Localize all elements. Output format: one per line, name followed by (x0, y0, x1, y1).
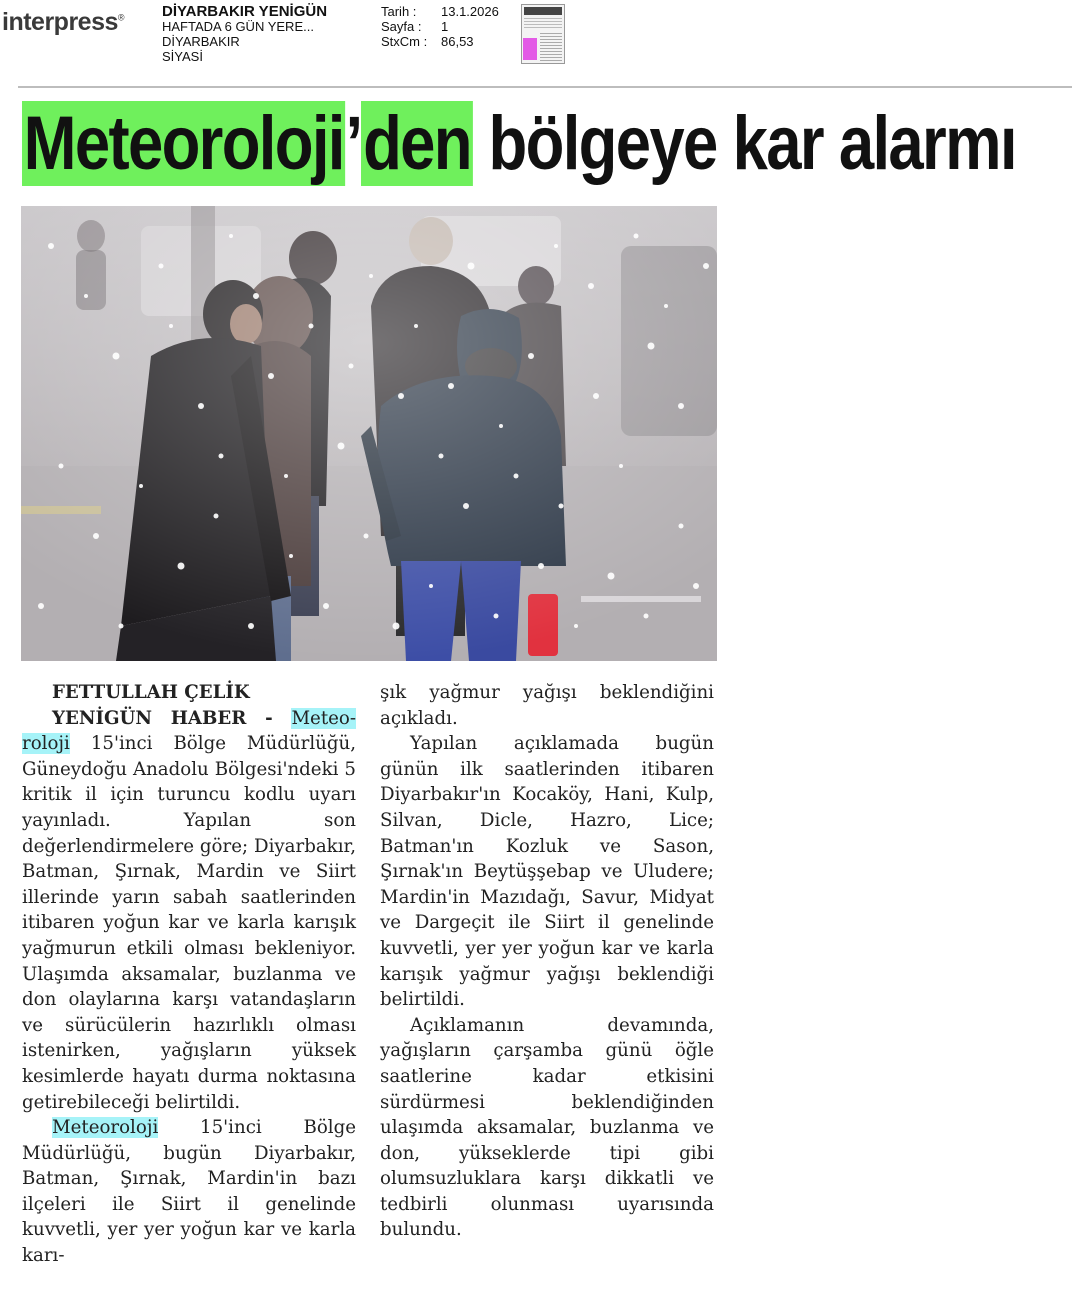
meta-value: 86,53 (441, 34, 474, 49)
logo: interpress® (2, 8, 125, 36)
page-thumbnail[interactable] (521, 4, 565, 64)
publication-category: SİYASİ (162, 49, 203, 64)
meta-value: 13.1.2026 (441, 4, 499, 19)
clipping-meta (381, 4, 499, 49)
meta-page (381, 19, 499, 34)
thumbnail-text (524, 18, 562, 30)
thumbnail-text (540, 33, 562, 61)
article-column-2 (380, 680, 714, 1243)
meta-label: Sayfa : (381, 19, 422, 34)
byline-author: FETTULLAH ÇELİK (52, 682, 250, 703)
thumbnail-highlight (523, 38, 537, 60)
keyword-highlight: Meteoroloji (52, 1117, 159, 1139)
publication-frequency: HAFTADA 6 GÜN YERE... (162, 19, 314, 34)
keyword-highlight: Meteo- (291, 707, 356, 729)
headline-rest: bölgeye kar alarmı (472, 101, 1016, 186)
article-paragraph: Açıklamanın devamında, yağışların çarşamba günü öğle saatlerine kadar etkisini sürdürmesi beklendiğinden ulaşımda aksamalar, buzlanma ve don, yükseklerde tipi gibi olumsuzluklara karşı dikkatli ve tedbirli olunması uyarısında bulundu. (380, 1014, 714, 1241)
headline-highlight: Meteoroloji (23, 101, 344, 186)
article-headline (22, 100, 1016, 188)
publication-city: DİYARBAKIR (162, 34, 240, 49)
article-paragraph: Yapılan açıklamada bugün günün ilk saatlerinden itibaren Diyarbakır'ın Kocaköy, Hani, Kulp, Silvan, Dicle, Hazro, Lice; Batman'ın Kozluk ve Sason, Şırnak'ın Beytüşşebap ve Uludere; Mardin'in Mazıdağı, Savur, Midyat ve Dargeçit ile Siirt il genelinde kuvvetli, yer yer yoğun kar ve karla karışık yağmur yağışı beklendiği belirtildi. (380, 733, 714, 1011)
article-paragraph: şık yağmur yağışı beklendiğini açıkladı. (380, 682, 714, 729)
keyword-highlight: roloji (22, 733, 70, 755)
meta-value: 1 (441, 19, 449, 34)
meta-label: StxCm : (381, 34, 428, 49)
registered-mark: ® (117, 12, 125, 23)
article-paragraph (22, 680, 356, 1115)
publication-name: DİYARBAKIR YENİGÜN (162, 3, 328, 20)
article-photo (21, 206, 717, 661)
meta-label: Tarih : (381, 4, 417, 19)
article-column-1 (22, 680, 356, 1269)
paragraph-text: 15'inci Bölge Müdürlüğü, Güneydoğu Anadolu Bölgesi'ndeki 5 kritik il için turuncu kodlu uyarı yayınladı. Yapılan son değerlendirmelere göre; Diyarbakır, Batman, Şırnak, Mardin ve Siirt illerinde yarın sabah saatlerinden itibaren yoğun kar ve karla karışık yağmurun etkili olması bekleniyor. Ulaşımda aksamalar, buzlanma ve don olaylarına karşı vatandaşların ve sürücülerin hazırlıklı olması istenirken, yağışların yüksek kesimlerde hayatı durma noktasına getirebileceği belirtildi. (22, 733, 356, 1113)
article-paragraph (22, 1115, 356, 1269)
publication-info (162, 4, 327, 64)
byline-source: YENİGÜN HABER - (52, 707, 292, 729)
paragraph-text: 15'inci Bölge Müdürlüğü, bugün Diyarbakır, Batman, Şırnak, Mardin'in bazı ilçeleri ile Siirt il genelinde kuvvetli, yer yer yoğun kar ve karla karı- (22, 1117, 356, 1267)
thumbnail-masthead (524, 7, 562, 15)
headline-highlight: den (363, 101, 471, 186)
meta-stxcm (381, 34, 499, 49)
headline-apostrophe: ’ (345, 101, 362, 186)
meta-date (381, 4, 499, 19)
header-divider (18, 86, 1072, 88)
